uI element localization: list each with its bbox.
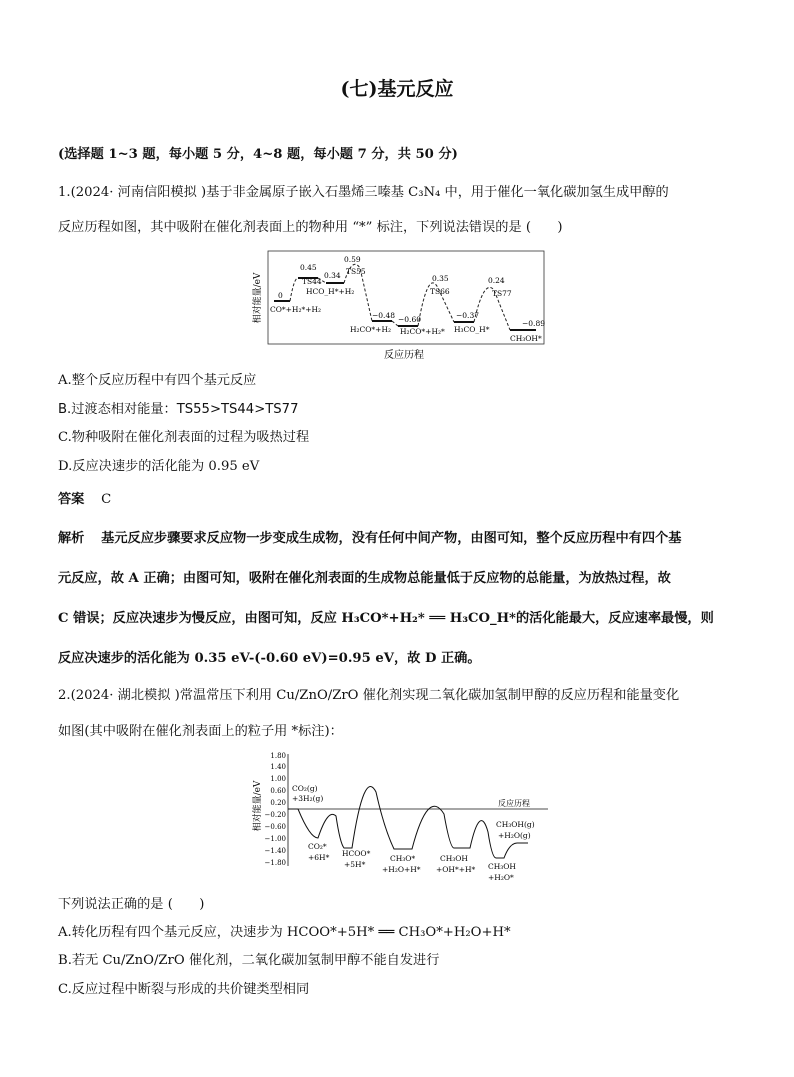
page-title: (七)基元反应 <box>340 78 454 100</box>
q2-energy-diagram <box>248 748 558 888</box>
q2-end-1: CH₃OH(g) <box>496 820 535 829</box>
q2-ytick-9: −1.80 <box>264 859 286 867</box>
q1-sp-1: HCO_H*+H₂ <box>306 287 355 296</box>
q1-val-3: 0.59 <box>344 255 361 264</box>
q1-sp-5: CH₃OH* <box>510 334 542 343</box>
q2-stem-line2: 如图(其中吸附在催化剂表面上的粒子用 *标注)： <box>58 724 343 739</box>
q1-option-c: C.物种吸附在催化剂表面的过程为吸热过程 <box>58 430 310 445</box>
answer-value: C <box>101 492 112 507</box>
q1-xlabel: 反应历程 <box>384 350 424 361</box>
analysis-label: 解析 <box>58 531 85 546</box>
q1-option-d: D.反应决速步的活化能为 0.95 eV <box>58 459 260 474</box>
q2-option-c: C.反应过程中断裂与形成的共价键类型相同 <box>58 982 310 997</box>
q2-option-b: B.若无 Cu/ZnO/ZrO 催化剂，二氧化碳加氢制甲醇不能自发进行 <box>58 953 440 968</box>
q1-analysis-line2: 元反应，故 A 正确；由图可知，吸附在催化剂表面的生成物总能量低于反应物的总能量，为放热过程，故 <box>58 571 671 586</box>
q1-ts-1: TS55 <box>346 267 366 276</box>
q2-ytick-7: −1.00 <box>264 835 286 843</box>
q1-sp-2: H₂CO*+H₂ <box>350 325 392 334</box>
q2-ytick-8: −1.40 <box>264 847 286 855</box>
q1-analysis-line4: 反应决速步的活化能为 0.35 eV-(-0.60 eV)=0.95 eV，故 D 正确。 <box>58 651 481 666</box>
q1-answer <box>58 490 111 510</box>
q1-sp-3: H₂CO*+H₂* <box>400 327 445 336</box>
q2-s2-1: HCOO* <box>342 849 371 858</box>
q2-s3-1: CH₃O* <box>390 854 416 863</box>
q1-val-6: 0.35 <box>432 274 449 283</box>
q2-ytick-1: 1.40 <box>270 763 286 771</box>
q2-s4-2: +OH*+H* <box>436 865 476 874</box>
q2-prompt: 下列说法正确的是 ( ) <box>58 897 205 912</box>
q2-option-a: A.转化历程有四个基元反应，决速步为 HCOO*+5H* ══ CH₃O*+H₂O+H* <box>58 925 511 940</box>
q2-stem-line1: 2.(2024· 湖北模拟 )常温常压下利用 Cu/ZnO/ZrO 催化剂实现二氧化碳加氢制甲醇的反应历程和能量变化 <box>58 688 680 703</box>
q2-s1-2: +6H* <box>308 853 330 862</box>
q2-ylabel: 相对能量/eV <box>253 780 263 832</box>
q2-ytick-4: 0.20 <box>270 799 286 807</box>
q1-sp-4: H₃CO_H* <box>454 325 490 334</box>
q1-ylabel: 相对能量/eV <box>253 272 263 324</box>
answer-label: 答案 <box>58 492 85 507</box>
q1-val-5: −0.60 <box>398 315 421 324</box>
q1-stem-line1: 1.(2024· 河南信阳模拟 )基于非金属原子嵌入石墨烯三嗪基 C₃N₄ 中，用于催化一氧化碳加氢生成甲醇的 <box>58 185 669 200</box>
q1-val-9: −0.89 <box>522 319 545 328</box>
q1-val-4: −0.48 <box>372 311 395 320</box>
q2-s5-2: +H₂O* <box>488 873 514 882</box>
q1-analysis-line3: C 错误；反应决速步为慢反应，由图可知，反应 H₃CO*+H₂* ══ H₃CO_H*的活化能最大，反应速率最慢，则 <box>58 611 714 626</box>
q1-analysis-line1 <box>58 529 681 549</box>
q2-ytick-3: 0.60 <box>270 787 286 795</box>
q1-val-0: 0 <box>278 291 283 300</box>
analysis-text-1: 基元反应步骤要求反应物一步变成生成物，没有任何中间产物，由图可知，整个反应历程中有四个基 <box>101 531 682 546</box>
q1-val-2: 0.34 <box>324 271 341 280</box>
q2-start-1: CO₂(g) <box>292 784 318 793</box>
q1-val-7: −0.37 <box>456 311 479 320</box>
q1-val-8: 0.24 <box>488 276 505 285</box>
q2-s1-1: CO₂* <box>308 842 327 851</box>
q1-ts-2: TS66 <box>430 287 450 296</box>
q2-end-2: +H₂O(g) <box>498 831 531 840</box>
q1-sp-0: CO*+H₂*+H₂ <box>270 305 322 314</box>
q2-ytick-2: 1.00 <box>270 775 286 783</box>
q2-s5-1: CH₃OH <box>488 862 516 871</box>
q2-s3-2: +H₂O+H* <box>382 865 421 874</box>
q1-energy-diagram <box>248 248 548 363</box>
q2-ytick-6: −0.60 <box>264 823 286 831</box>
q1-ts-0: TS44 <box>302 277 322 286</box>
instructions: (选择题 1~3 题，每小题 5 分，4~8 题，每小题 7 分，共 50 分) <box>58 147 458 162</box>
q2-ytick-0: 1.80 <box>270 752 286 760</box>
q2-s2-2: +5H* <box>344 860 366 869</box>
q1-option-b: B.过渡态相对能量：TS55>TS44>TS77 <box>58 402 299 417</box>
q1-val-1: 0.45 <box>300 263 317 272</box>
q2-s4-1: CH₃OH <box>440 854 468 863</box>
q2-start-2: +3H₂(g) <box>292 794 324 803</box>
q1-option-a: A.整个反应历程中有四个基元反应 <box>58 373 257 388</box>
q1-ts-3: TS77 <box>492 289 512 298</box>
q2-ytick-5: −0.20 <box>264 811 286 819</box>
q1-stem-line2: 反应历程如图，其中吸附在催化剂表面上的物种用 “*” 标注，下列说法错误的是 ( ) <box>58 220 563 235</box>
q2-xlabel: 反应历程 <box>498 799 530 808</box>
